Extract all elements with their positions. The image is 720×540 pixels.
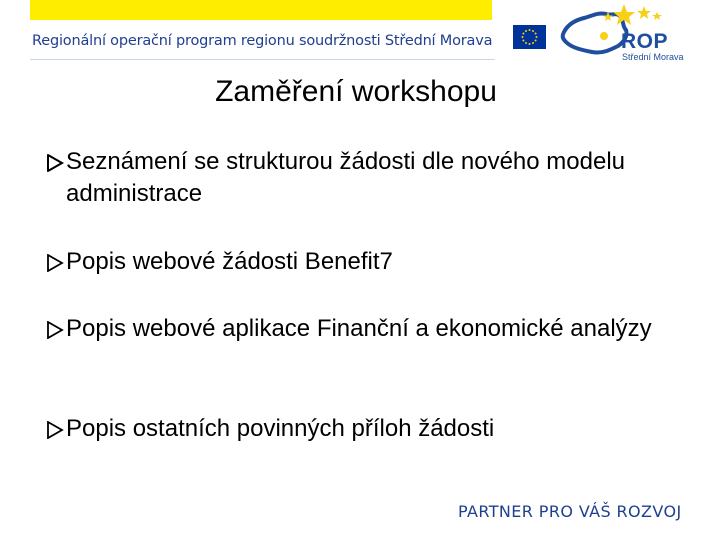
header-divider bbox=[30, 59, 495, 60]
bullet-text: Popis ostatních povinných příloh žádosti bbox=[66, 415, 495, 442]
bullet-item bbox=[46, 246, 706, 278]
eu-star-icon bbox=[532, 30, 534, 32]
program-name: Regionální operační program regionu soudržnosti Střední Morava bbox=[32, 33, 493, 49]
czech-map-outline-icon bbox=[563, 13, 627, 52]
arrow-right-icon bbox=[46, 146, 66, 178]
bullet-text: Seznámení se strukturou žádosti dle nového modelu administrace bbox=[66, 148, 625, 207]
eu-star-icon bbox=[529, 43, 531, 45]
eu-star-icon bbox=[529, 29, 531, 31]
eu-star-icon bbox=[522, 40, 524, 42]
footer-slogan: PARTNER PRO VÁŠ ROZVOJ bbox=[458, 502, 682, 521]
header bbox=[0, 0, 720, 62]
slide-title-text: Zaměření workshopu bbox=[215, 75, 497, 108]
eu-star-icon bbox=[536, 36, 538, 38]
slide-title bbox=[0, 75, 720, 109]
bullet-text: Popis webové žádosti Benefit7 bbox=[66, 248, 393, 275]
eu-star-icon bbox=[532, 42, 534, 44]
arrow-right-icon bbox=[46, 313, 66, 345]
eu-star-icon bbox=[522, 36, 524, 38]
eu-star-icon bbox=[522, 33, 524, 35]
bullet-item bbox=[46, 146, 706, 210]
map-pin-dot bbox=[600, 32, 608, 40]
arrow-right-icon bbox=[46, 413, 66, 445]
eu-star-icon bbox=[535, 33, 537, 35]
eu-flag-icon bbox=[513, 25, 546, 49]
arrow-right-icon bbox=[46, 246, 66, 278]
eu-star-icon bbox=[535, 40, 537, 42]
rop-logo-subtitle: Střední Morava bbox=[622, 52, 684, 62]
bullet-item bbox=[46, 413, 706, 445]
eu-flag-background bbox=[513, 25, 546, 49]
rop-logo-letters: ROP bbox=[621, 30, 669, 53]
header-yellow-bar bbox=[30, 0, 492, 20]
bullet-text: Popis webové aplikace Finanční a ekonomické analýzy bbox=[66, 315, 652, 342]
star-icon bbox=[652, 12, 662, 20]
bullet-item bbox=[46, 313, 706, 345]
eu-star-icon bbox=[525, 42, 527, 44]
star-icon bbox=[637, 6, 651, 19]
eu-star-icon bbox=[525, 30, 527, 32]
